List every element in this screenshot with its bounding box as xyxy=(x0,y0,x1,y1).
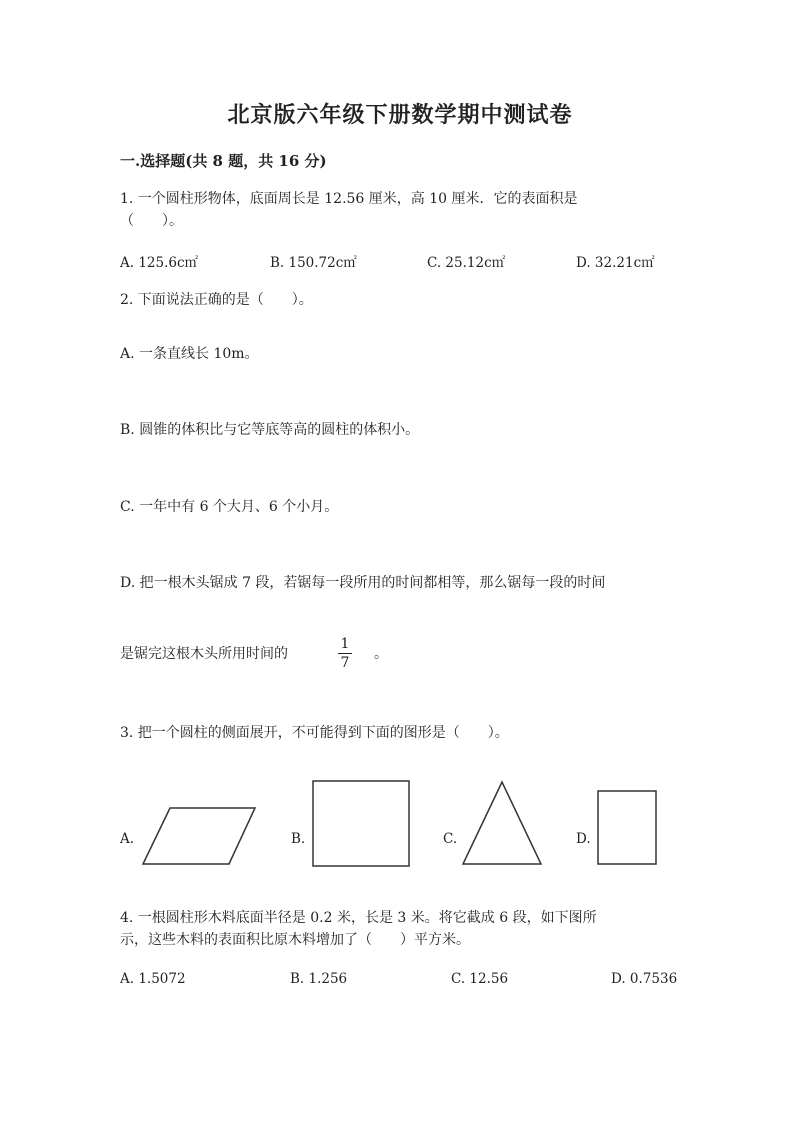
section-heading: 一.选择题(共 8 题，共 16 分) xyxy=(120,152,327,170)
q1-stem-line1: 1. 一个圆柱形物体，底面周长是 12.56 厘米，高 10 厘米．它的表面积是 xyxy=(120,191,578,207)
q2-stem: 2. 下面说法正确的是（ ）。 xyxy=(120,292,313,308)
q4-option-c[interactable]: C. 12.56 xyxy=(451,971,509,987)
q2-option-d-line2: 是锯完这根木头所用时间的 xyxy=(120,646,288,662)
q1-option-d[interactable]: D. 32.21c㎡ xyxy=(576,255,655,271)
q3-option-a-label[interactable]: A. xyxy=(120,831,135,847)
rectangle-shape xyxy=(596,789,658,867)
q4-stem-line1: 4. 一根圆柱形木料底面半径是 0.2 米，长是 3 米。将它截成 6 段，如下图所 xyxy=(120,910,597,926)
q3-option-d-label[interactable]: D. xyxy=(576,831,591,847)
q2-option-d-end: 。 xyxy=(374,646,388,662)
q4-option-a[interactable]: A. 1.5072 xyxy=(120,971,186,987)
q3-option-b-label[interactable]: B. xyxy=(291,831,306,847)
q1-option-c[interactable]: C. 25.12c㎡ xyxy=(427,255,506,271)
q4-option-b[interactable]: B. 1.256 xyxy=(290,971,348,987)
fraction-denominator: 7 xyxy=(340,655,350,671)
q2-option-b[interactable]: B. 圆锥的体积比与它等底等高的圆柱的体积小。 xyxy=(120,422,420,438)
fraction-numerator: 1 xyxy=(340,636,350,652)
q3-stem: 3. 把一个圆柱的侧面展开，不可能得到下面的图形是（ ）。 xyxy=(120,725,509,741)
triangle-shape xyxy=(460,779,544,867)
q3-option-c-label[interactable]: C. xyxy=(443,831,458,847)
q1-stem-line2: （ ）。 xyxy=(120,213,183,229)
parallelogram-shape xyxy=(140,805,260,867)
q4-option-d[interactable]: D. 0.7536 xyxy=(611,971,678,987)
fraction-bar xyxy=(338,653,352,654)
q1-option-a[interactable]: A. 125.6c㎡ xyxy=(120,255,199,271)
q2-option-d-line1[interactable]: D. 把一根木头锯成 7 段，若锯每一段所用的时间都相等，那么锯每一段的时间 xyxy=(120,575,606,591)
q2-option-c[interactable]: C. 一年中有 6 个大月、6 个小月。 xyxy=(120,499,339,515)
fraction-one-seventh xyxy=(338,636,352,671)
square-shape xyxy=(311,779,411,869)
page-title: 北京版六年级下册数学期中测试卷 xyxy=(227,102,573,128)
q4-stem-line2: 示，这些木料的表面积比原木料增加了（ ）平方米。 xyxy=(120,932,470,948)
q2-option-a[interactable]: A. 一条直线长 10m。 xyxy=(120,346,259,362)
q1-option-b[interactable]: B. 150.72c㎡ xyxy=(270,255,357,271)
